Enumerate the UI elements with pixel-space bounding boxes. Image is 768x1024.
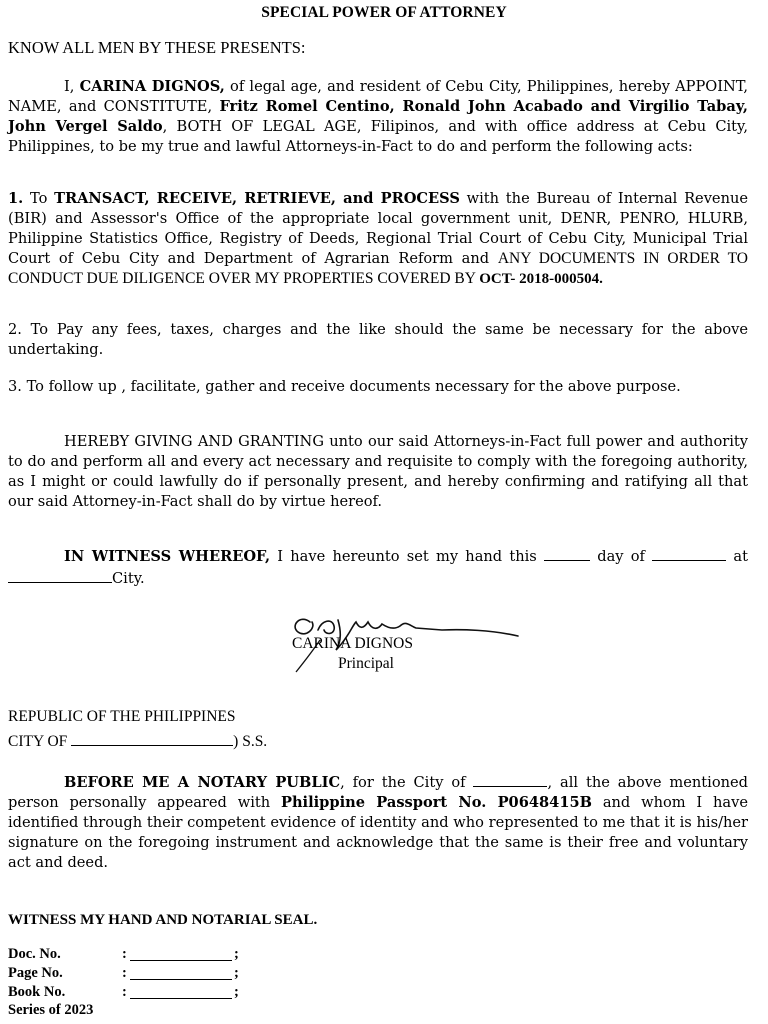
passport-number: Philippine Passport No. P0648415B [280, 794, 592, 811]
principal-name: CARINA DIGNOS, [79, 78, 225, 95]
city-blank [8, 568, 112, 583]
intro-paragraph: I, CARINA DIGNOS, of legal age, and resident of Cebu City, Philippines, hereby APPOINT, NAME, and CONSTITUTE, Fritz Romel Centino, Ronald John Acabado and Virgilio Tabay, John Vergel Saldo, BOTH OF LEGAL AGE, Filipinos, and with office address at Cebu City, Philippines, to be my true and lawful Attorneys-in-Fact to do and perform the following acts: [8, 78, 749, 155]
act-1-paragraph: 1. To TRANSACT, RECEIVE, RETRIEVE, and PROCESS with the Bureau of Internal Revenue (BIR) and Assessor's Office of the appropriate local government unit, DENR, PENRO, HLURB, Philippine Statistics Office, Registry of Deeds, Regional Trial Court of Cebu City, Municipal Trial Court of Cebu City and Department of Agrarian Reform and ANY DOCUMENTS IN ORDER TO CONDUCT DUE DILIGENCE OVER MY PROPERTIES COVERED BY OCT- 2018-000504. [8, 190, 749, 287]
book-no-blank [130, 998, 232, 999]
oct-number: OCT- 2018-000504. [479, 271, 603, 287]
city-of-line: CITY OF ) S.S. [8, 733, 268, 750]
act-3-paragraph: 3. To follow up , facilitate, gather and receive documents necessary for the above purpose. [8, 378, 681, 395]
document-page: SPECIAL POWER OF ATTORNEY KNOW ALL MEN BY THESE PRESENTS: I, CARINA DIGNOS, of legal age, and resident of Cebu City, Philippines, hereby APPOINT, NAME, and CONSTITUTE, Fritz Romel Centino, Ronald John Acabado and Virgilio Tabay, John Vergel Saldo, BOTH OF LEGAL AGE, Filipinos, and with office address at Cebu City, Philippines, to be my true and lawful Attorneys-in-Fact to do and perform the following acts: 1. To TRANSACT, RECEIVE, RETRIEVE, and PROCESS with the Bureau of Internal Revenue (BIR) and Assessor's Office of the appropriate local government unit, DENR, PENRO, HLURB, Philippine Statistics Office, Registry of Deeds, Regional Trial Court of Cebu City, Municipal Trial Court of Cebu City and Department of Agrarian Reform and ANY DOCUMENTS IN ORDER TO CONDUCT DUE DILIGENCE OVER MY PROPERTIES COVERED BY OCT- 2018-000504. 2. To Pay any fees, taxes, charges and the like should the same be necessary for the above undertaking. 3. To follow up , facilitate, gather and receive documents necessary for the above purpose. HEREBY GIVING AND GRANTING unto our said Attorneys-in-Fact full power and authority to do and perform all and every act necessary and requisite to comply with the foregoing authority, as I might or could lawfully do if personally present, and hereby confirming and ratifying all that our said Attorney-in-Fact shall do by virtue hereof. IN WITNESS WHEREOF, I have hereunto set my hand this day of at City. CARINA DIGNOS Principal REPUBLIC OF THE PHILIPPINES CITY OF ) S.S. BEFORE ME A NOTARY PUBLIC, for the City of , all the above mentioned person personally appeared with Philippine Passport No. P0648415B and whom I have identified through their competent evidence of identity and who represented to me that it is his/her signature on the foregoing instrument and acknowledge that the same is their free and voluntary act and deed. WITNESS MY HAND AND NOTARIAL SEAL. Doc. No. : ; Page No. : ; Book No. : ; Series of 2023 [0, 0, 768, 1024]
day-blank [544, 546, 590, 561]
act-2-paragraph: 2. To Pay any fees, taxes, charges and the like should the same be necessary for the above undertaking. [8, 321, 748, 358]
notary-paragraph: BEFORE ME A NOTARY PUBLIC, for the City of , all the above mentioned person personally appeared with Philippine Passport No. P0648415B and whom I have identified through their competent evidence of identity and who represented to me that it is his/her signature on the foregoing instrument and acknowledge that the same is their free and voluntary act and deed. [8, 774, 749, 871]
document-title: SPECIAL POWER OF ATTORNEY [261, 4, 507, 21]
signatory-name: CARINA DIGNOS [292, 635, 413, 652]
month-blank [652, 546, 726, 561]
granting-paragraph: HEREBY GIVING AND GRANTING unto our said Attorneys-in-Fact full power and authority to do and perform all and every act necessary and requisite to comply with the foregoing authority, as I might or could lawfully do if personally present, and hereby confirming and ratifying all that our said Attorney-in-Fact shall do by virtue hereof. [8, 433, 748, 510]
attorneys-names: Fritz Romel Centino, Ronald John Acabado and Virgilio Tabay, John Vergel Saldo [8, 98, 749, 135]
witness-paragraph: IN WITNESS WHEREOF, I have hereunto set my hand this day of at City. [8, 546, 748, 590]
republic-heading: REPUBLIC OF THE PHILIPPINES [8, 708, 236, 725]
know-all-heading: KNOW ALL MEN BY THESE PRESENTS: [8, 38, 306, 57]
notarial-seal-heading: WITNESS MY HAND AND NOTARIAL SEAL. [8, 912, 318, 928]
city-of-blank [71, 731, 233, 746]
signatory-role: Principal [338, 655, 394, 672]
series-year: Series of 2023 [8, 1002, 94, 1018]
notary-city-blank [473, 772, 547, 787]
act-1-verbs: TRANSACT, RECEIVE, RETRIEVE, and PROCESS [54, 190, 460, 207]
page-no-blank [130, 979, 232, 980]
doc-no-blank [130, 960, 232, 961]
